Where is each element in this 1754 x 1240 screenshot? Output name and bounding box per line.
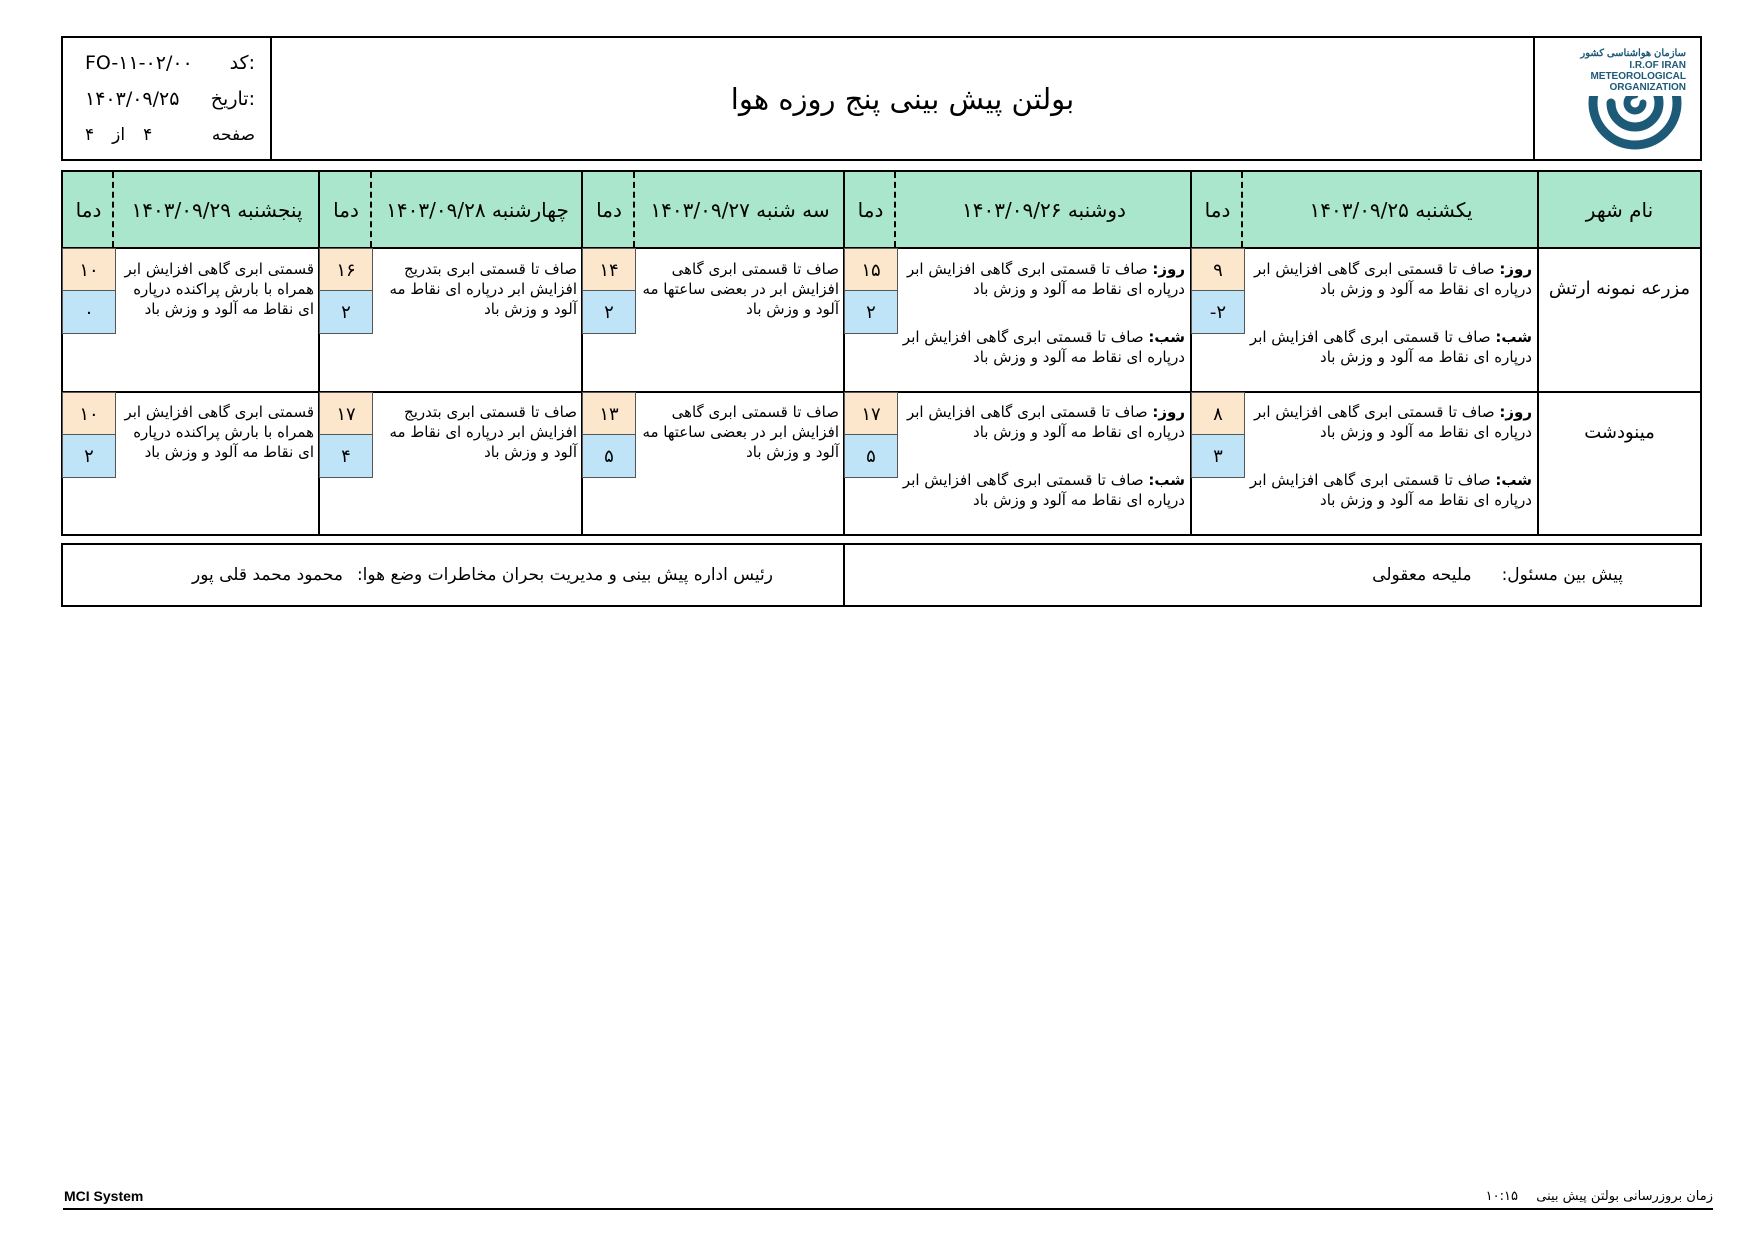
logo-text-fa: سازمان هواشناسی کشور [1580, 48, 1686, 59]
date-value: ۱۴۰۳/۰۹/۲۵ [85, 88, 180, 110]
dashed-divider [370, 172, 372, 247]
update-label: زمان بروزرسانی بولتن پیش بینی [1536, 1189, 1713, 1204]
max-temp: ۹ [1191, 248, 1245, 292]
head-name: محمود محمد قلی پور [191, 565, 343, 585]
footer-rule [63, 1208, 1713, 1210]
temp-header-5: دما [63, 172, 114, 249]
grid-line [581, 172, 583, 534]
update-time: ۱۰:۱۵ [1485, 1189, 1518, 1204]
grid-line [843, 172, 845, 534]
max-temp: ۸ [1191, 392, 1245, 436]
forecast-day-text [902, 259, 1185, 299]
max-temp: ۱۰ [62, 392, 116, 436]
forecast-text: قسمتی ابری گاهی افزایش ابر همراه با بارش پراکنده درپاره ای نقاط مه آلود و وزش باد [124, 403, 314, 461]
city-column-header: نام شهر [1539, 172, 1700, 249]
night-forecast: صاف تا قسمتی ابری گاهی افزایش ابر درپاره ای نقاط مه آلود و وزش باد [902, 471, 1185, 509]
night-forecast: صاف تا قسمتی ابری گاهی افزایش ابر درپاره ای نقاط مه آلود و وزش باد [902, 328, 1185, 366]
forecast-text: صاف تا قسمتی ابری گاهی افزایش ابر در بعضی ساعتها مه آلود و وزش باد [642, 260, 839, 318]
temp-header-1: دما [1192, 172, 1243, 249]
page-current: ۴ [143, 125, 153, 145]
min-temp: ۵ [582, 434, 636, 478]
date-row [85, 84, 255, 114]
document-meta [63, 38, 272, 159]
forecast-night-text [902, 470, 1185, 510]
day-forecast: صاف تا قسمتی ابری گاهی افزایش ابر درپاره ای نقاط مه آلود و وزش باد [906, 403, 1185, 441]
day-header-1: یکشنبه ۱۴۰۳/۰۹/۲۵ [1243, 172, 1539, 249]
page-label: صفحه [211, 125, 255, 145]
min-temp: ۲ [319, 290, 373, 334]
update-info [1486, 1189, 1713, 1204]
day-forecast: صاف تا قسمتی ابری گاهی افزایش ابر درپاره ای نقاط مه آلود و وزش باد [906, 260, 1185, 298]
grid-line [1190, 172, 1192, 534]
head-label: رئیس اداره پیش بینی و مدیریت بحران مخاطرات وضع هوا: [356, 565, 773, 585]
max-temp: ۱۶ [319, 248, 373, 292]
city-name: مینودشت [1584, 422, 1655, 443]
logo-text-line2: I.R.OF IRAN [1629, 60, 1686, 71]
min-temp: ۵ [844, 434, 898, 478]
min-temp: ۲ [844, 290, 898, 334]
temp-header-2: دما [845, 172, 896, 249]
forecast-text: صاف تا قسمتی ابری بتدریج افزایش ابر درپاره ای نقاط مه آلود و وزش باد [389, 260, 577, 318]
page-of: از [112, 125, 126, 145]
night-label: شب: [1148, 471, 1185, 489]
forecaster-label: پیش بین مسئول: [1501, 565, 1623, 585]
grid-line [318, 172, 320, 534]
max-temp: ۱۵ [844, 248, 898, 292]
city-name: مزرعه نمونه ارتش [1548, 278, 1691, 299]
dashed-divider [633, 172, 635, 247]
code-value: FO-۱۱-۰۲/۰۰ [85, 52, 193, 74]
night-label: شب: [1495, 328, 1532, 346]
temp-header-4: دما [320, 172, 372, 249]
min-temp: ۴ [319, 434, 373, 478]
organization-logo [1533, 38, 1700, 159]
forecast-day-text [902, 402, 1185, 442]
day-label: روز: [1152, 260, 1185, 278]
day-label: روز: [1499, 403, 1532, 421]
min-temp: ۲ [62, 434, 116, 478]
min-temp: -۲ [1191, 290, 1245, 334]
system-name: MCI System [64, 1188, 144, 1204]
night-label: شب: [1495, 471, 1532, 489]
forecast-day-text [1249, 402, 1532, 442]
bulletin-header [61, 36, 1702, 161]
day-label: روز: [1152, 403, 1185, 421]
night-forecast: صاف تا قسمتی ابری گاهی افزایش ابر درپاره ای نقاط مه آلود و وزش باد [1249, 471, 1532, 509]
grid-line [843, 545, 845, 605]
min-temp: ۲ [582, 290, 636, 334]
min-temp: ۰ [62, 290, 116, 334]
temp-header-3: دما [583, 172, 635, 249]
dashed-divider [112, 172, 114, 247]
signature-box [61, 543, 1702, 607]
day-forecast: صاف تا قسمتی ابری گاهی افزایش ابر درپاره ای نقاط مه آلود و وزش باد [1253, 403, 1532, 441]
forecast-text: قسمتی ابری گاهی افزایش ابر همراه با بارش پراکنده درپاره ای نقاط مه آلود و وزش باد [124, 260, 314, 318]
dashed-divider [1241, 172, 1243, 247]
forecast-text: صاف تا قسمتی ابری بتدریج افزایش ابر درپاره ای نقاط مه آلود و وزش باد [389, 403, 577, 461]
max-temp: ۱۰ [62, 248, 116, 292]
forecaster-signature [863, 545, 1623, 605]
logo-text-line4: ORGANIZATION [1609, 82, 1686, 93]
forecast-table [61, 170, 1702, 536]
forecast-day-text [1249, 259, 1532, 299]
date-label: تاریخ: [210, 88, 255, 110]
night-label: شب: [1148, 328, 1185, 346]
min-temp: ۳ [1191, 434, 1245, 478]
forecast-text: صاف تا قسمتی ابری گاهی افزایش ابر در بعضی ساعتها مه آلود و وزش باد [642, 403, 839, 461]
grid-line [1537, 172, 1539, 534]
forecast-night-text [902, 327, 1185, 367]
forecast-night-text [1249, 327, 1532, 367]
max-temp: ۱۳ [582, 392, 636, 436]
day-header-4: چهارشنبه ۱۴۰۳/۰۹/۲۸ [372, 172, 583, 249]
day-label: روز: [1499, 260, 1532, 278]
day-forecast: صاف تا قسمتی ابری گاهی افزایش ابر درپاره ای نقاط مه آلود و وزش باد [1253, 260, 1532, 298]
logo-text-line3: METEOROLOGICAL [1590, 71, 1686, 82]
day-header-3: سه شنبه ۱۴۰۳/۰۹/۲۷ [635, 172, 845, 249]
day-header-5: پنجشنبه ۱۴۰۳/۰۹/۲۹ [114, 172, 320, 249]
night-forecast: صاف تا قسمتی ابری گاهی افزایش ابر درپاره ای نقاط مه آلود و وزش باد [1249, 328, 1532, 366]
page-title: بولتن پیش بینی پنج روزه هوا [730, 81, 1075, 116]
max-temp: ۱۷ [844, 392, 898, 436]
page-total: ۴ [85, 125, 95, 145]
max-temp: ۱۷ [319, 392, 373, 436]
forecaster-name: ملیحه معقولی [1372, 565, 1472, 585]
page-row [85, 120, 255, 150]
code-label: کد: [229, 52, 255, 74]
forecast-night-text [1249, 470, 1532, 510]
dashed-divider [894, 172, 896, 247]
max-temp: ۱۴ [582, 248, 636, 292]
head-signature [123, 545, 773, 605]
day-header-2: دوشنبه ۱۴۰۳/۰۹/۲۶ [896, 172, 1192, 249]
code-row [85, 48, 255, 78]
